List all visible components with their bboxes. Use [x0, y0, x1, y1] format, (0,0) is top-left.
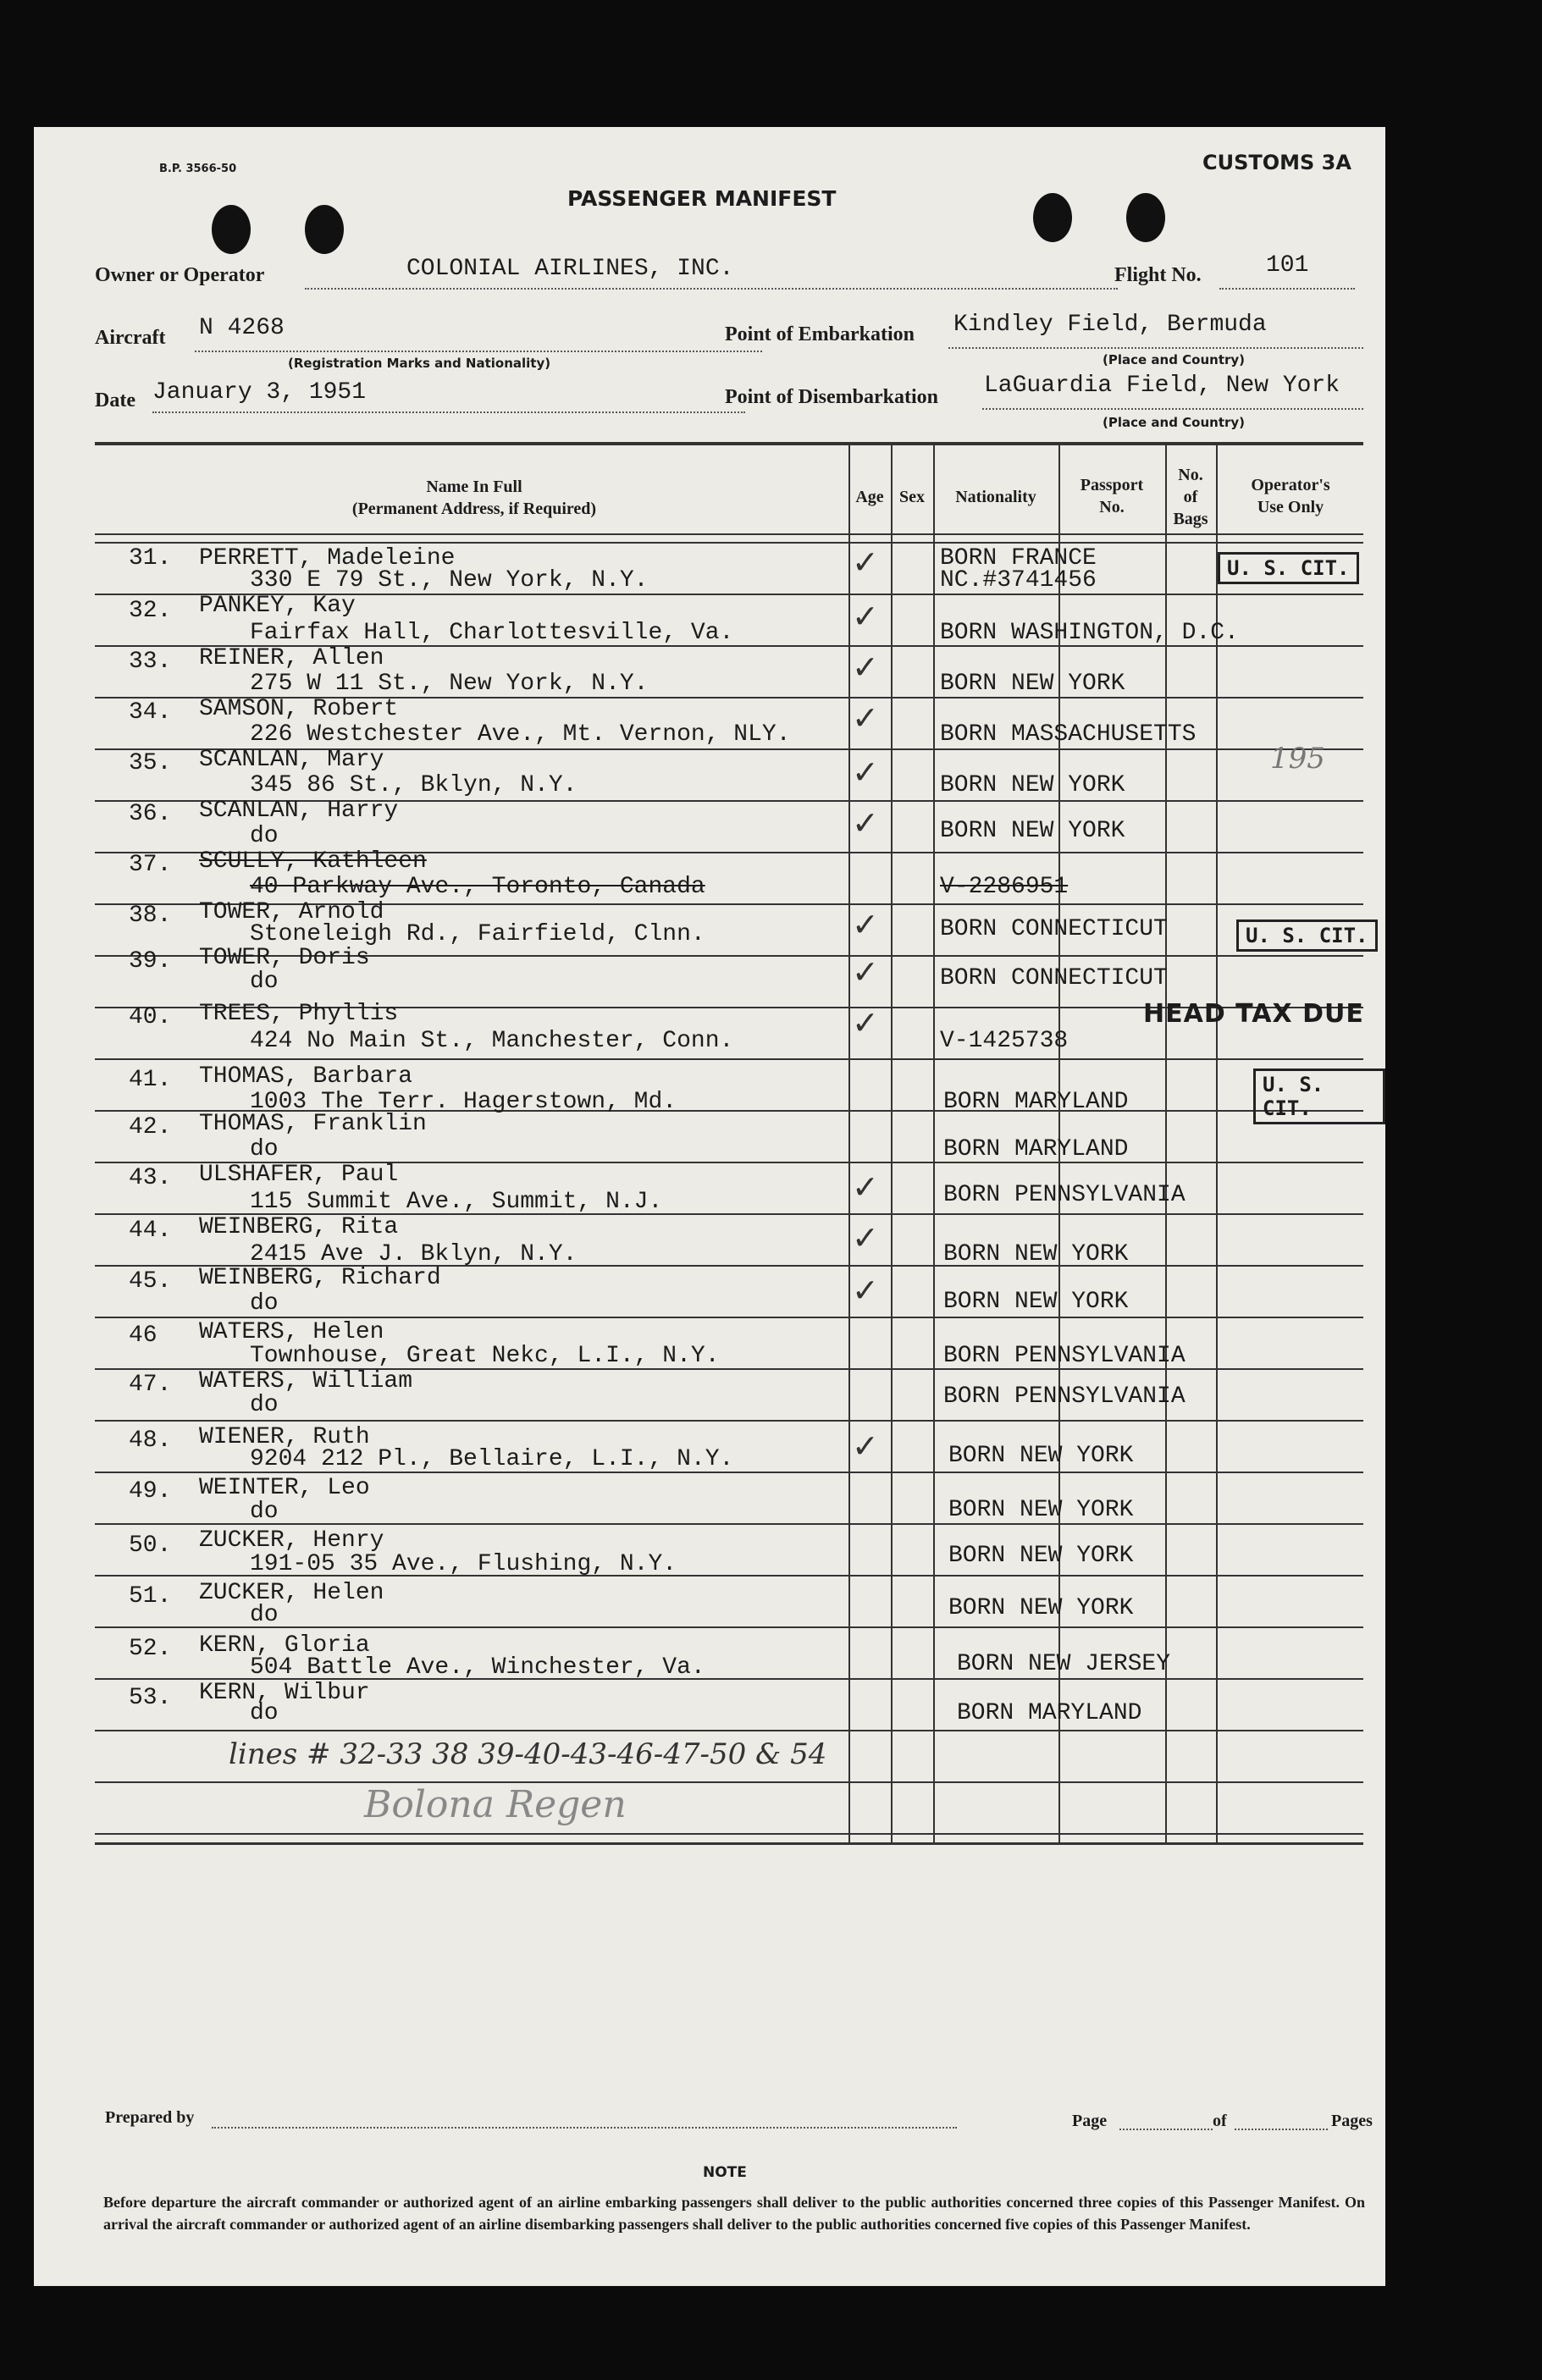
note-title: NOTE [703, 2164, 747, 2181]
passenger-address: do [250, 969, 279, 995]
row-number: 52. [129, 1636, 172, 1662]
pages-line [1235, 2129, 1328, 2130]
owner-label: Owner or Operator [95, 264, 265, 286]
embark-line [948, 347, 1363, 349]
owner-value: COLONIAL AIRLINES, INC. [406, 256, 734, 282]
passenger-address: 191-05 35 Ave., Flushing, N.Y. [250, 1551, 677, 1577]
passenger-name: WATERS, William [199, 1368, 413, 1394]
passenger-nationality: BORN CONNECTICUT [940, 916, 1168, 942]
us-citizen-stamp: U. S. CIT. [1218, 552, 1359, 584]
header-bags-line2: of [1183, 488, 1198, 506]
passenger-nationality: V-1425738 [940, 1028, 1069, 1054]
row-number: 32. [129, 598, 172, 624]
passenger-address: 345 86 St., Bklyn, N.Y. [250, 772, 578, 798]
row-number: 47. [129, 1372, 172, 1398]
aircraft-value: N 4268 [199, 315, 285, 341]
passenger-nationality: BORN WASHINGTON, D.C. [940, 620, 1239, 646]
row-number: 42. [129, 1114, 172, 1140]
embark-value: Kindley Field, Bermuda [953, 312, 1267, 338]
check-mark: ✓ [852, 649, 879, 686]
passenger-nationality: BORN PENNSYLVANIA [943, 1182, 1186, 1208]
passenger-name: ZUCKER, Henry [199, 1527, 384, 1554]
row-number: 35. [129, 750, 172, 776]
passenger-address: 226 Westchester Ave., Mt. Vernon, NLY. [250, 721, 791, 748]
row-rule [95, 1317, 1363, 1318]
passenger-nationality: BORN FRANCE [940, 545, 1097, 572]
aircraft-label: Aircraft [95, 327, 166, 349]
us-citizen-stamp: U. S. CIT. [1236, 919, 1378, 952]
passenger-address: Stoneleigh Rd., Fairfield, Clnn. [250, 921, 705, 947]
passenger-name: TREES, Phyllis [199, 1001, 399, 1027]
row-number: 31. [129, 545, 172, 572]
row-number: 46 [129, 1323, 158, 1349]
passenger-nationality: BORN MASSACHUSETTS [940, 721, 1197, 748]
col-divider-nationality [933, 445, 935, 1842]
manifest-page [34, 127, 1385, 2286]
passenger-address: do [250, 1602, 279, 1628]
passenger-nationality: BORN PENNSYLVANIA [943, 1343, 1186, 1369]
passenger-name: PERRETT, Madeleine [199, 545, 456, 572]
row-number: 36. [129, 801, 172, 827]
punch-hole-right-1 [1033, 193, 1072, 242]
passenger-address: 1003 The Terr. Hagerstown, Md. [250, 1089, 677, 1115]
row-number: 38. [129, 903, 172, 929]
check-mark: ✓ [852, 1219, 879, 1256]
disembark-label: Point of Disembarkation [725, 386, 938, 408]
handwritten-second-note: Bolona Regen [364, 1783, 627, 1826]
passenger-address: do [250, 1290, 279, 1317]
row-number: 41. [129, 1067, 172, 1093]
passenger-address: do [250, 823, 279, 849]
note-text: Before departure the aircraft commander or authorized agent of an airline embarking passengers shall deliver to the public authorities concerned three copies of this Passenger Manifest. On arrival the aircraft commander or authorized agent of an airline disembarking passengers shall deliver to the public authorities concerned five copies of this Passenger Manifest. [103, 2194, 1365, 2233]
passenger-nationality: BORN MARYLAND [943, 1089, 1129, 1115]
col-divider-sex [891, 445, 893, 1842]
header-name-line1: Name In Full [426, 478, 522, 496]
passenger-name: WATERS, Helen [199, 1319, 384, 1345]
row-number: 33. [129, 649, 172, 675]
embark-label: Point of Embarkation [725, 323, 915, 345]
form-code: B.P. 3566-50 [159, 163, 237, 175]
passenger-nationality: BORN NEW YORK [948, 1595, 1134, 1621]
row-number: 37. [129, 852, 172, 878]
passenger-nationality: BORN NEW YORK [943, 1289, 1129, 1315]
disembark-line [982, 408, 1363, 410]
passenger-nationality: BORN NEW YORK [940, 818, 1125, 844]
passenger-name: PANKEY, Kay [199, 593, 356, 619]
check-mark: ✓ [852, 1427, 879, 1465]
row-rule [95, 1730, 1363, 1731]
disembark-sub: (Place and Country) [1103, 415, 1246, 430]
flight-line [1219, 288, 1355, 290]
punch-hole-right-2 [1126, 193, 1165, 242]
passenger-address: Townhouse, Great Nekc, L.I., N.Y. [250, 1343, 720, 1369]
passenger-address: do [250, 1700, 279, 1726]
col-divider-bags [1165, 445, 1167, 1842]
row-number: 50. [129, 1532, 172, 1559]
row-rule [95, 1833, 1363, 1835]
row-number: 48. [129, 1427, 172, 1454]
passenger-nationality: BORN NEW YORK [948, 1443, 1134, 1469]
passenger-nationality: BORN MARYLAND [957, 1700, 1142, 1726]
header-bags-line1: No. [1178, 466, 1203, 484]
header-age: Age [855, 488, 884, 506]
pages-label: Pages [1331, 2112, 1373, 2130]
punch-hole-left-2 [305, 205, 344, 254]
passenger-address: 424 No Main St., Manchester, Conn. [250, 1028, 734, 1054]
header-bags [1165, 464, 1216, 530]
passenger-name: ULSHAFER, Paul [199, 1162, 399, 1188]
passenger-address: 115 Summit Ave., Summit, N.J. [250, 1189, 663, 1215]
header-nationality: Nationality [955, 488, 1036, 506]
of-label: of [1213, 2112, 1227, 2130]
customs-code: CUSTOMS 3A [1202, 151, 1351, 174]
punch-hole-left-1 [212, 205, 251, 254]
passenger-nationality: BORN MARYLAND [943, 1136, 1129, 1162]
passenger-name: KERN, Wilbur [199, 1680, 370, 1706]
passenger-nationality: BORN NEW YORK [940, 671, 1125, 697]
passenger-name: REINER, Allen [199, 645, 384, 671]
date-line [152, 411, 745, 413]
header-name-line2: (Permanent Address, if Required) [351, 500, 597, 518]
passenger-name: SCULLY, Kathleen [199, 848, 427, 875]
passenger-name: THOMAS, Franklin [199, 1111, 427, 1137]
bags-note: 195 [1270, 742, 1325, 776]
check-mark: ✓ [852, 598, 879, 635]
passenger-address: do [250, 1499, 279, 1525]
check-mark: ✓ [852, 1168, 879, 1206]
owner-line [305, 288, 1118, 290]
passenger-name: SAMSON, Robert [199, 696, 399, 722]
table-top-rule [95, 442, 1363, 445]
embark-sub: (Place and Country) [1103, 352, 1246, 367]
table-head-rule [95, 533, 1363, 535]
date-label: Date [95, 389, 135, 411]
table-bottom-rule [95, 1842, 1363, 1845]
prepared-label: Prepared by [105, 2108, 195, 2127]
passenger-nationality: BORN CONNECTICUT [940, 965, 1168, 991]
aircraft-line [195, 351, 762, 352]
page-label: Page [1072, 2112, 1108, 2130]
row-rule [95, 1626, 1363, 1628]
header-operator-line1: Operator's [1251, 476, 1330, 494]
row-number: 51. [129, 1583, 172, 1610]
check-mark: ✓ [852, 1272, 879, 1309]
flight-label: Flight No. [1114, 264, 1202, 286]
head-tax-stamp: HEAD TAX DUE [1143, 999, 1364, 1029]
passenger-address: 330 E 79 St., New York, N.Y. [250, 567, 649, 594]
passenger-address: 504 Battle Ave., Winchester, Va. [250, 1654, 705, 1681]
row-rule [95, 1058, 1363, 1060]
header-passport-line1: Passport [1080, 476, 1144, 494]
passenger-name: ZUCKER, Helen [199, 1580, 384, 1606]
passenger-nationality: BORN NEW YORK [948, 1543, 1134, 1569]
passenger-name: TOWER, Arnold [199, 899, 384, 925]
row-rule [95, 1420, 1363, 1422]
passenger-address: do [250, 1136, 279, 1162]
date-value: January 3, 1951 [152, 379, 367, 406]
col-divider-operator [1216, 445, 1218, 1842]
row-rule [95, 1781, 1363, 1783]
passenger-nationality: BORN PENNSYLVANIA [943, 1383, 1186, 1410]
aircraft-sub: (Registration Marks and Nationality) [288, 356, 551, 371]
passenger-name: TOWER, Doris [199, 945, 370, 971]
passenger-nationality: BORN NEW YORK [948, 1497, 1134, 1523]
handwritten-lines-note: lines # 32-33 38 39-40-43-46-47-50 & 54 [229, 1737, 827, 1771]
row-number: 43. [129, 1165, 172, 1191]
row-number: 44. [129, 1218, 172, 1244]
passenger-name: THOMAS, Barbara [199, 1063, 413, 1090]
row-rule [95, 1523, 1363, 1525]
passenger-address: Fairfax Hall, Charlottesville, Va. [250, 620, 734, 646]
passenger-nationality: BORN NEW YORK [940, 772, 1125, 798]
row-number: 39. [129, 948, 172, 975]
check-mark: ✓ [852, 953, 879, 991]
passenger-name: KERN, Gloria [199, 1632, 370, 1659]
check-mark: ✓ [852, 804, 879, 842]
header-passport [1058, 474, 1165, 518]
passenger-address: 2415 Ave J. Bklyn, N.Y. [250, 1241, 578, 1267]
passenger-name: WEINBERG, Rita [199, 1214, 399, 1240]
header-name [254, 476, 694, 520]
passenger-address: 275 W 11 St., New York, N.Y. [250, 671, 649, 697]
check-mark: ✓ [852, 754, 879, 791]
row-number: 53. [129, 1685, 172, 1711]
passenger-nationality: V-2286951 [940, 874, 1069, 900]
page-line [1119, 2129, 1213, 2130]
row-number: 45. [129, 1268, 172, 1295]
header-operator-line2: Use Only [1257, 498, 1324, 516]
header-sex: Sex [899, 488, 925, 506]
passenger-address: do [250, 1392, 279, 1418]
passenger-name: WEINTER, Leo [199, 1475, 370, 1501]
passenger-address: 40 Parkway Ave., Toronto, Canada [250, 874, 705, 900]
row-number: 49. [129, 1478, 172, 1505]
check-mark: ✓ [852, 1004, 879, 1041]
passenger-name: WEINBERG, Richard [199, 1265, 441, 1291]
header-bags-line3: Bags [1173, 510, 1208, 528]
us-citizen-stamp: U. S. CIT. [1253, 1069, 1385, 1124]
passenger-name: SCANLAN, Mary [199, 747, 384, 773]
row-number: 34. [129, 699, 172, 726]
check-mark: ✓ [852, 699, 879, 737]
passenger-name: WIENER, Ruth [199, 1424, 370, 1450]
page-title: PASSENGER MANIFEST [567, 186, 837, 211]
passenger-address: 9204 212 Pl., Bellaire, L.I., N.Y. [250, 1446, 734, 1472]
check-mark: ✓ [852, 544, 879, 581]
check-mark: ✓ [852, 906, 879, 943]
header-passport-line2: No. [1099, 498, 1125, 516]
flight-value: 101 [1266, 252, 1309, 279]
prepared-line [212, 2127, 957, 2129]
passenger-nationality: BORN NEW YORK [943, 1241, 1129, 1267]
row-number: 40. [129, 1004, 172, 1030]
passenger-name: SCANLAN, Harry [199, 798, 399, 824]
row-rule [95, 542, 1363, 544]
passport-number: NC.#3741456 [940, 567, 1097, 594]
passenger-nationality: BORN NEW JERSEY [957, 1651, 1171, 1677]
col-divider-age [848, 445, 850, 1842]
disembark-value: LaGuardia Field, New York [984, 373, 1340, 399]
header-operator [1216, 474, 1365, 518]
